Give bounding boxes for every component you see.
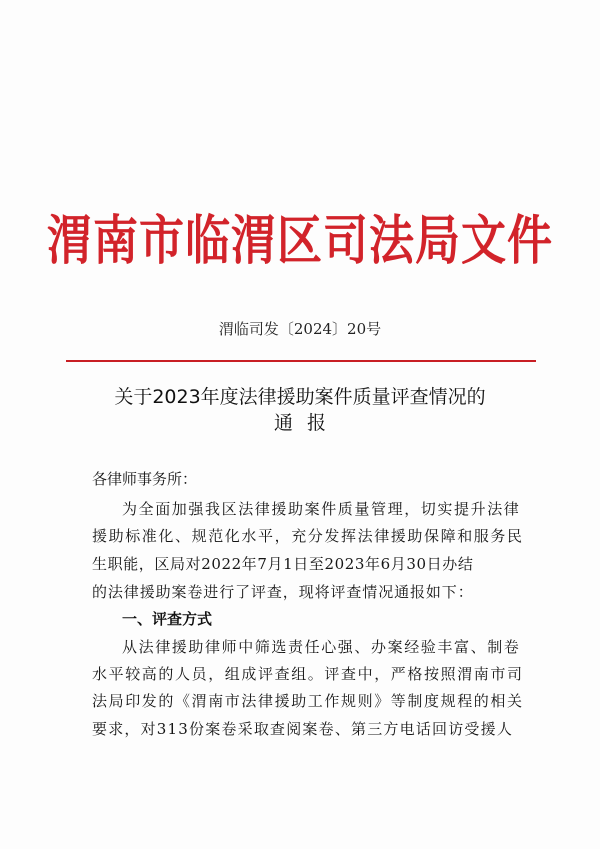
paragraph2-line3: 法局印发的《渭南市法律援助工作规则》等制度规程的相关	[92, 692, 524, 710]
paragraph1-line2: 援助标准化、规范化水平，充分发挥法律援助保障和服务民	[92, 527, 524, 545]
paragraph2-line1: 从法律援助律师中筛选责任心强、办案经验丰富、制卷	[122, 638, 521, 656]
paragraph2-line2: 水平较高的人员，组成评查组。评查中，严格按照渭南市司	[92, 665, 524, 683]
paragraph2-line4: 要求，对313份案卷采取查阅案卷、第三方电话回访受援人	[92, 720, 514, 738]
section1-heading: 一、评查方式	[122, 610, 213, 628]
notice-title	[0, 384, 600, 436]
notice-title-line2: 通报	[273, 412, 340, 434]
paragraph1-line1: 为全面加强我区法律援助案件质量管理，切实提升法律	[122, 500, 521, 518]
notice-title-line1: 关于2023年度法律援助案件质量评查情况的	[114, 386, 486, 408]
paragraph1-line3: 生职能，区局对2022年7月1日至2023年6月30日办结	[92, 555, 474, 573]
red-divider-line	[66, 360, 536, 362]
issuing-authority-title: 渭南市临渭区司法局文件	[46, 208, 553, 272]
paragraph1-line4: 的法律援助案卷进行了评查，现将评查情况通报如下：	[92, 583, 474, 601]
document-number: 渭临司发〔2024〕20号	[218, 320, 382, 338]
salutation: 各律师事务所：	[92, 470, 198, 488]
